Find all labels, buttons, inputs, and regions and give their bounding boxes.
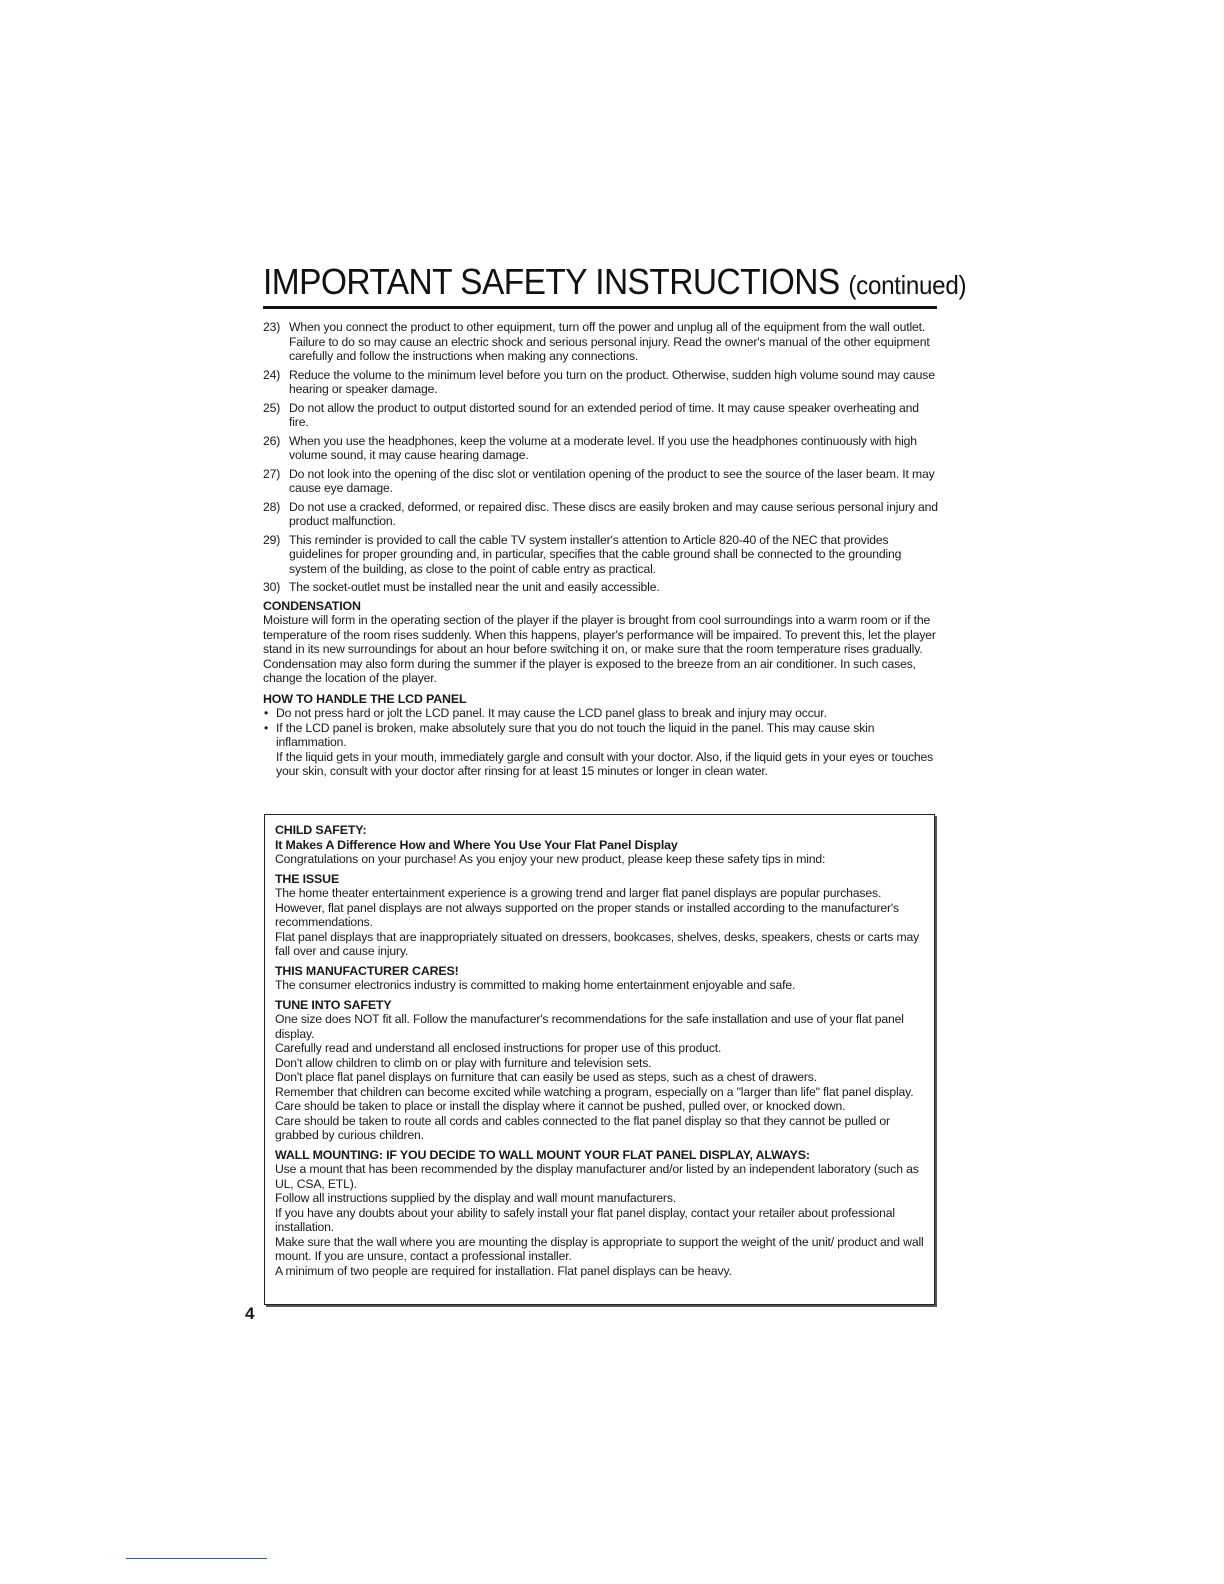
- child-safety-intro: Congratulations on your purchase! As you enjoy your new product, please keep these safety tips in mind:: [275, 852, 826, 866]
- instruction-item: [263, 580, 939, 595]
- instruction-item: [263, 500, 939, 529]
- instruction-text: Do not allow the product to output distorted sound for an extended period of time. It may cause speaker overheating and fire.: [289, 400, 919, 429]
- instruction-number: 23): [263, 320, 281, 334]
- issue-paragraph: The home theater entertainment experience is a growing trend and larger flat panel displays are popular purchases. However, flat panel displays are not always supported on the proper stands or installed according to the manufacturer's recommendations.: [275, 886, 900, 929]
- instruction-number: 25): [263, 400, 281, 415]
- title-rule: [263, 306, 937, 309]
- instruction-text: Do not use a cracked, deformed, or repaired disc. These discs are easily broken and may cause serious personal injury and product malfunction.: [289, 499, 938, 528]
- instruction-text: When you use the headphones, keep the volume at a moderate level. If you use the headphones continuously with high volume sound, it may cause hearing damage.: [289, 433, 917, 462]
- child-safety-heading: CHILD SAFETY:: [275, 823, 367, 837]
- lcd-bullet-item: [263, 721, 939, 750]
- instruction-number: 26): [263, 433, 281, 448]
- instruction-item: [263, 320, 939, 364]
- tune-paragraph: Don't place flat panel displays on furniture that can easily be used as steps, such as a chest of drawers.: [275, 1070, 817, 1084]
- wall-mounting-paragraph: A minimum of two people are required for installation. Flat panel displays can be heavy.: [275, 1263, 732, 1278]
- page-title: [263, 261, 967, 305]
- bottom-link-underline: [126, 1558, 267, 1559]
- instruction-text: Reduce the volume to the minimum level before you turn on the product. Otherwise, sudden high volume sound may cause hearing or speaker damage.: [289, 367, 935, 396]
- lcd-bullet-continuation: If the liquid gets in your mouth, immediately gargle and consult with your doctor. Also, if the liquid gets in your eyes or touches your skin, consult with your doctor after rinsing for at least 15 minutes or longer in clean water.: [276, 749, 934, 778]
- bullet-symbol: •: [264, 720, 269, 735]
- cares-heading: THIS MANUFACTURER CARES!: [275, 963, 459, 978]
- wall-mounting-paragraph: Follow all instructions supplied by the display and wall mount manufacturers.: [275, 1191, 676, 1205]
- condensation-paragraph-2: Condensation may also form during the summer if the player is exposed to the breeze from an air conditioner. In such cases, change the location of the player.: [263, 656, 916, 685]
- wall-mounting-paragraph: Use a mount that has been recommended by the display manufacturer and/or listed by an independent laboratory (such as UL, CSA, ETL).: [275, 1162, 919, 1191]
- tune-heading: TUNE INTO SAFETY: [275, 997, 392, 1012]
- instruction-item: [263, 368, 939, 397]
- instruction-item: [263, 467, 939, 496]
- instruction-text: When you connect the product to other equipment, turn off the power and unplug all of the equipment from the wall outlet. Failure to do so may cause an electric shock and serious personal injury. Read the owner's manual of the other equipment carefully and follow the instructions when making any connections.: [289, 320, 930, 363]
- instruction-number: 30): [263, 580, 281, 594]
- tune-paragraph: Care should be taken to route all cords and cables connected to the flat panel display so that they cannot be pulled or grabbed by curious children.: [275, 1113, 890, 1142]
- instruction-item: [263, 434, 939, 463]
- issue-heading: THE ISSUE: [275, 871, 340, 886]
- instruction-text: This reminder is provided to call the cable TV system installer's attention to Article 820-40 of the NEC that provides guidelines for proper grounding and, in particular, specifies that the cable ground shall be connected to the grounding system of the building, as close to the point of cable entry as practical.: [289, 532, 902, 576]
- child-safety-box: [264, 814, 935, 1305]
- page-number: 4: [245, 1304, 255, 1323]
- instruction-text: The socket-outlet must be installed near the unit and easily accessible.: [289, 580, 660, 594]
- instruction-item: [263, 401, 939, 430]
- bullet-symbol: •: [264, 706, 269, 720]
- instruction-number: 24): [263, 367, 281, 382]
- instruction-number: 29): [263, 532, 281, 547]
- instructions-content: [263, 320, 939, 779]
- lcd-bullet-item: [263, 706, 939, 721]
- cares-paragraph: The consumer electronics industry is committed to making home entertainment enjoyable and safe.: [275, 978, 796, 992]
- instruction-number: 28): [263, 499, 281, 514]
- condensation-paragraph-1: Moisture will form in the operating section of the player if the player is brought from cool surroundings into a warm room or if the temperature of the room rises suddenly. When this happens, player's performance will be impaired. To prevent this, let the player stand in its new surroundings for about an hour before switching it on, or make sure that the room temperature rises gradually.: [263, 613, 936, 656]
- title-continued: (continued): [848, 270, 967, 300]
- title-main: IMPORTANT SAFETY INSTRUCTIONS: [263, 261, 840, 302]
- lcd-bullet-text: If the LCD panel is broken, make absolutely sure that you do not touch the liquid in the panel. This may cause skin inflammation.: [276, 720, 875, 749]
- lcd-panel-list: [263, 706, 939, 750]
- child-safety-subheading: It Makes A Difference How and Where You Use Your Flat Panel Display: [275, 837, 678, 852]
- instruction-item: [263, 533, 939, 577]
- condensation-heading: CONDENSATION: [263, 598, 361, 613]
- tune-paragraph: One size does NOT fit all. Follow the manufacturer's recommendations for the safe installation and use of your flat panel display.: [275, 1012, 904, 1041]
- instruction-text: Do not look into the opening of the disc slot or ventilation opening of the product to see the source of the laser beam. It may cause eye damage.: [289, 466, 935, 495]
- instruction-number: 27): [263, 466, 281, 481]
- wall-mounting-heading: WALL MOUNTING: IF YOU DECIDE TO WALL MOUNT YOUR FLAT PANEL DISPLAY, ALWAYS:: [275, 1147, 810, 1162]
- tune-paragraph: Don't allow children to climb on or play with furniture and television sets.: [275, 1055, 652, 1070]
- tune-paragraph: Remember that children can become excited while watching a program, especially on a "larger than life" flat panel display. Care should be taken to place or install the display where it cannot be pushed, pulled over, or knocked down.: [275, 1084, 914, 1113]
- lcd-bullet-text: Do not press hard or jolt the LCD panel. It may cause the LCD panel glass to break and injury may occur.: [276, 706, 827, 720]
- wall-mounting-paragraph: Make sure that the wall where you are mounting the display is appropriate to support the weight of the unit/ product and wall mount. If you are unsure, contact a professional installer.: [275, 1234, 924, 1263]
- lcd-panel-heading: HOW TO HANDLE THE LCD PANEL: [263, 691, 467, 706]
- numbered-instructions: [263, 320, 939, 595]
- issue-paragraph: Flat panel displays that are inappropriately situated on dressers, bookcases, shelves, desks, speakers, chests or carts may fall over and cause injury.: [275, 929, 920, 958]
- wall-mounting-paragraph: If you have any doubts about your ability to safely install your flat panel display, contact your retailer about professional installation.: [275, 1205, 895, 1234]
- tune-paragraph: Carefully read and understand all enclosed instructions for proper use of this product.: [275, 1041, 722, 1055]
